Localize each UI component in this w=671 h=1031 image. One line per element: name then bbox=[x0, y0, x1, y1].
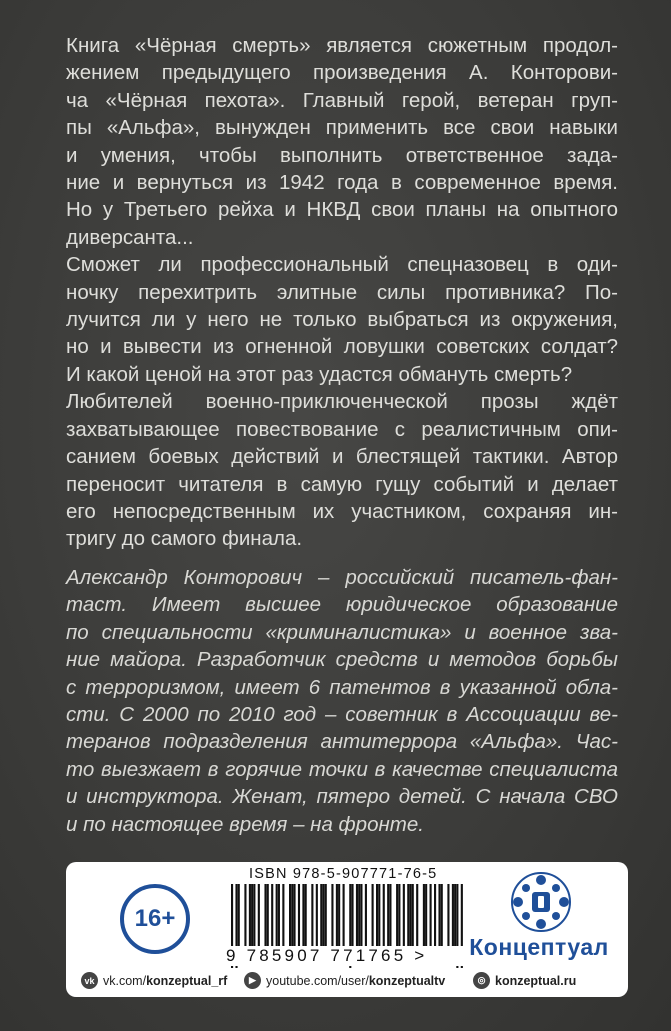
barcode-bar bbox=[358, 884, 360, 948]
barcode-bar bbox=[271, 884, 273, 948]
barcode-bar bbox=[302, 884, 304, 948]
barcode-bar bbox=[441, 884, 443, 948]
youtube-link[interactable] bbox=[244, 972, 445, 989]
bio-line: сти. С 2000 по 2010 год – советник в Ассоциации ве- bbox=[66, 703, 618, 727]
barcode-bar bbox=[325, 884, 327, 948]
barcode-bar bbox=[423, 884, 425, 948]
barcode-bar bbox=[276, 884, 278, 948]
vk-icon: vk bbox=[81, 972, 98, 989]
barcode-digits: 9 785907 771765 > bbox=[226, 946, 476, 966]
barcode-bar bbox=[447, 884, 449, 948]
barcode-bar bbox=[409, 884, 411, 948]
barcode-bar bbox=[282, 884, 284, 948]
barcode-bar bbox=[403, 884, 405, 948]
description-line: Сможет ли профессиональный спецназовец в оди- bbox=[66, 253, 618, 277]
links-row bbox=[66, 970, 628, 994]
description-line: захватывающее повествование с реалистичным опи- bbox=[66, 417, 618, 441]
barcode-bar bbox=[430, 884, 432, 948]
barcode-bar bbox=[244, 884, 246, 948]
barcode-bar bbox=[338, 884, 340, 948]
publisher-logo-icon bbox=[496, 870, 586, 934]
barcode-bar bbox=[396, 884, 398, 948]
barcode-bar bbox=[311, 884, 313, 948]
barcode-bar bbox=[253, 884, 255, 948]
barcode-bar bbox=[249, 884, 251, 948]
bio-line: по специальности «криминалистика» и военное зва- bbox=[66, 620, 618, 644]
barcode-bar bbox=[238, 884, 240, 948]
info-panel bbox=[66, 862, 628, 997]
bio-line: то выезжает в горячие точки в качестве специалиста bbox=[66, 757, 618, 781]
barcode-bar bbox=[365, 884, 367, 948]
description-line: Любителей военно-приключенческой прозы ждёт bbox=[66, 390, 618, 414]
globe-icon: ◎ bbox=[473, 972, 490, 989]
age-rating-badge bbox=[120, 884, 190, 954]
barcode-bar bbox=[412, 884, 414, 948]
barcode-bar bbox=[407, 884, 409, 948]
description-line: его непосредственным их участником, сохраняя ин- bbox=[66, 499, 618, 523]
barcode-bar bbox=[425, 884, 427, 948]
barcode-bar bbox=[383, 884, 385, 948]
vk-link[interactable] bbox=[81, 972, 227, 989]
book-description bbox=[66, 32, 618, 553]
youtube-link-text: youtube.com/user/konzeptualtv bbox=[266, 973, 446, 988]
bio-line: с терроризмом, имеет 6 патентов в указанной обла- bbox=[66, 675, 618, 699]
description-line: но и вывести из огненной ловушки советских солдат? bbox=[66, 335, 618, 359]
barcode-bar bbox=[387, 884, 389, 948]
barcode-bar bbox=[360, 884, 362, 948]
barcode-bar bbox=[316, 884, 318, 948]
description-line: ние и вернуться из 1942 года в современное время. bbox=[66, 171, 618, 195]
publisher-name: Концептуал bbox=[469, 934, 609, 960]
bio-line: теранов подразделения антитеррора «Альфа». Час- bbox=[66, 730, 618, 754]
barcode-bar bbox=[343, 884, 345, 948]
barcode-bar bbox=[331, 884, 333, 948]
barcode-bar bbox=[267, 884, 269, 948]
barcode-bar bbox=[336, 884, 338, 948]
author-bio bbox=[66, 564, 618, 838]
age-rating-text: 16+ bbox=[134, 905, 176, 932]
barcode-bar bbox=[320, 884, 322, 948]
description-line: ночку перехитрить элитные силы противника? По- bbox=[66, 280, 618, 304]
barcode-bar bbox=[438, 884, 440, 948]
website-link-text: konzeptual.ru bbox=[495, 973, 577, 988]
barcode-bar bbox=[322, 884, 324, 948]
description-line: и умения, чтобы выполнить ответственное зада- bbox=[66, 143, 618, 167]
barcode-bar bbox=[376, 884, 378, 948]
bio-line: таст. Имеет высшее юридическое образование bbox=[66, 593, 618, 617]
barcode-bar bbox=[291, 884, 293, 948]
barcode-bar bbox=[251, 884, 253, 948]
isbn-text: ISBN 978-5-907771-76-5 bbox=[249, 866, 438, 882]
description-line: диверсанта... bbox=[66, 225, 194, 249]
barcode-bar bbox=[389, 884, 391, 948]
description-line: И какой ценой на этот раз удастся обмануть смерть? bbox=[66, 362, 573, 386]
bio-line: ние майора. Разработчик средств и методов борьбы bbox=[66, 648, 618, 672]
barcode-bar bbox=[289, 884, 291, 948]
barcode-bar bbox=[356, 884, 358, 948]
barcode-bar bbox=[416, 884, 418, 948]
barcode-bar bbox=[351, 884, 353, 948]
bio-line: Александр Конторович – российский писатель-фан- bbox=[66, 566, 618, 589]
barcode-bar bbox=[434, 884, 436, 948]
description-line: переносит читателя в самую гущу событий и делает bbox=[66, 472, 618, 496]
description-line: санием боевых действий и блестящей тактики. Автор bbox=[66, 445, 618, 469]
description-line: Но у Третьего рейха и НКВД свои планы на опытного bbox=[66, 198, 618, 222]
description-line: ча «Чёрная пехота». Главный герой, ветеран груп- bbox=[66, 88, 618, 112]
barcode-bar bbox=[372, 884, 374, 948]
description-line: жением предыдущего произведения А. Конторови- bbox=[66, 61, 618, 85]
barcode-bar bbox=[305, 884, 307, 948]
barcode-bar bbox=[258, 884, 260, 948]
description-line: тригу до самого финала. bbox=[66, 527, 303, 551]
bio-line: и инструктора. Женат, пятеро детей. С начала СВО bbox=[66, 785, 618, 809]
vk-link-text: vk.com/konzeptual_rf bbox=[103, 973, 228, 988]
youtube-icon: ▶ bbox=[244, 972, 261, 989]
barcode-bar bbox=[293, 884, 295, 948]
barcode-bar bbox=[278, 884, 280, 948]
description-line: Книга «Чёрная смерть» является сюжетным продол- bbox=[66, 34, 618, 57]
description-line: лучится ли у него не только выбраться из окружения, bbox=[66, 308, 618, 332]
barcode-bar bbox=[398, 884, 400, 948]
barcode-bar bbox=[264, 884, 266, 948]
barcode-bar bbox=[378, 884, 380, 948]
barcode-bar bbox=[298, 884, 300, 948]
description-line: пы «Альфа», вынужден применить все свои навыки bbox=[66, 116, 618, 140]
website-link[interactable] bbox=[473, 972, 576, 989]
bio-line: и по настоящее время – на фронте. bbox=[66, 812, 424, 836]
